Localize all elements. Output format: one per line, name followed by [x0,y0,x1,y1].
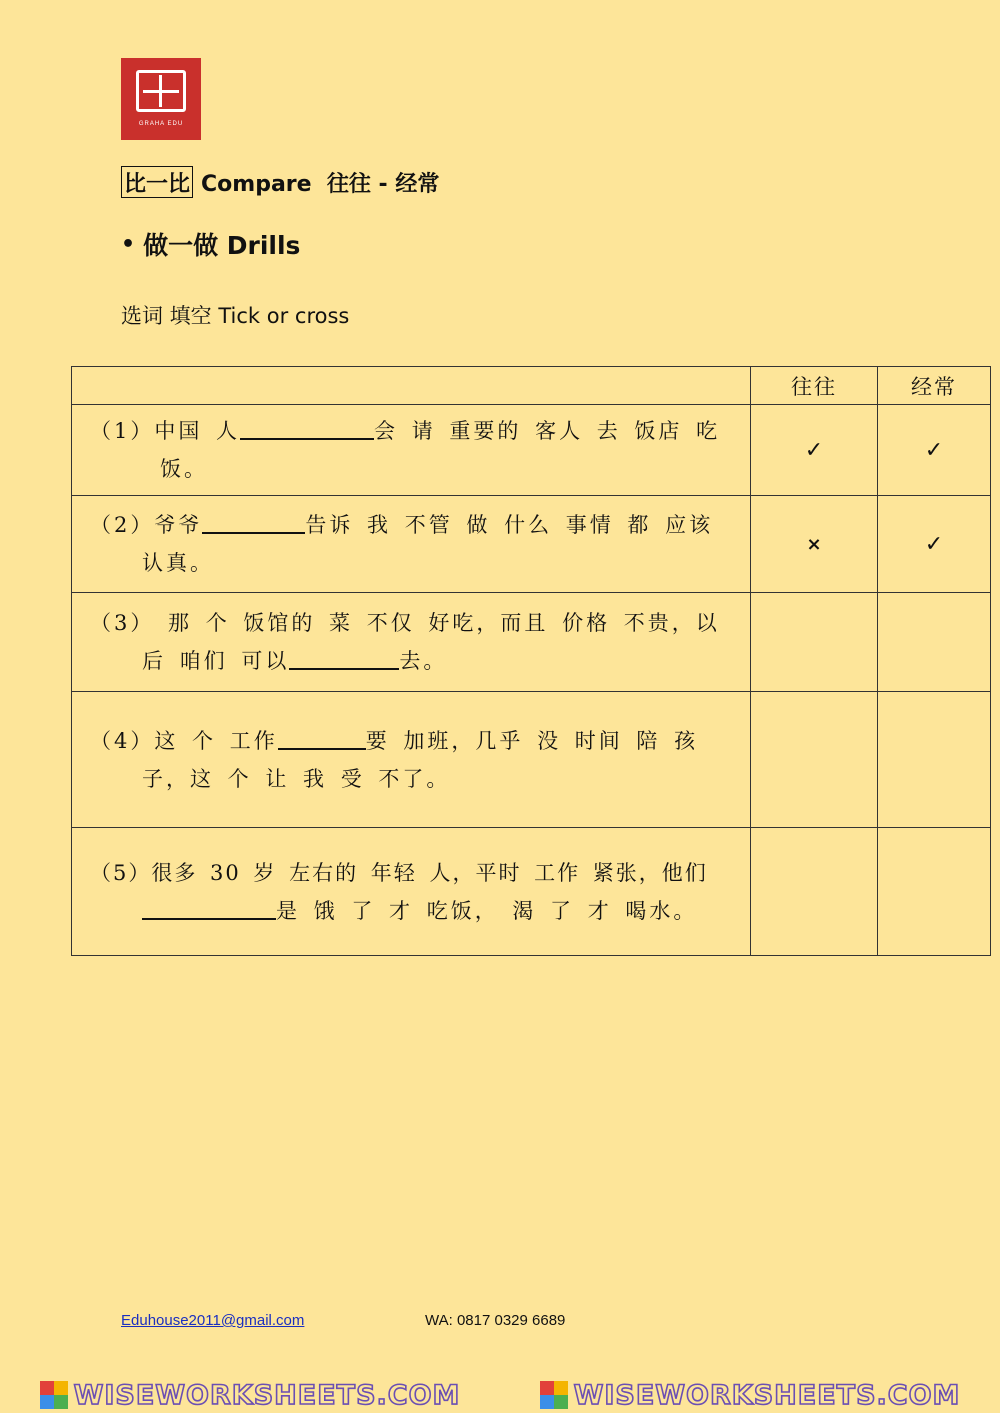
tick-cell[interactable]: ✓ [878,496,991,593]
email-link[interactable]: Eduhouse2011@gmail.com [121,1312,305,1329]
answer-blank[interactable] [142,896,276,920]
question-text: 后 咱们 可以 [142,649,290,673]
column-header-jingchang: 经常 [878,367,991,405]
question-cell [72,405,751,496]
page-title [121,162,439,202]
question-text: （4）这 个 工作 [90,728,278,753]
watermark-text: WISEWORKSHEETS.COM [573,1379,961,1411]
table-row [72,593,991,692]
table-header-row [72,367,991,405]
cross-cell[interactable]: × [751,496,878,593]
logo-text: GRAHA EDU [138,121,184,127]
column-header-wangwang: 往往 [751,367,878,405]
question-text: 是 饿 了 才 吃饭， 渴 了 才 喝水。 [276,898,698,923]
question-cell [72,692,751,828]
question-text: 认真。 [142,551,214,575]
question-cell [72,593,751,692]
question-text: 要 加班，几乎 没 时间 陪 孩 [365,728,699,753]
instruction-text: 选词 填空 Tick or cross [121,304,350,328]
table-header-blank [72,367,751,405]
question-text: （3） 那 个 饭馆的 菜 不仅 好吃，而且 价格 不贵，以 [90,611,720,635]
title-boxed-label: 比一比 [121,166,193,198]
title-text: Compare 往往 - 经常 [201,171,440,197]
tick-cell[interactable]: ✓ [878,405,991,496]
answer-blank[interactable] [202,510,305,534]
table-row [72,496,991,593]
question-text: 会 请 重要的 客人 去 饭店 吃 [374,419,721,443]
tick-cell[interactable] [878,692,991,828]
table-row [72,828,991,956]
tick-cell[interactable] [878,828,991,956]
watermark-item [540,1380,961,1411]
tick-cell[interactable] [878,593,991,692]
wiseworksheets-logo-icon [40,1381,68,1409]
logo [121,58,201,140]
question-text: （5）很多 30 岁 左右的 年轻 人，平时 工作 紧张，他们 [90,860,708,885]
question-text: 告诉 我 不管 做 什么 事情 都 应该 [305,513,714,537]
question-text: （2）爷爷 [90,513,203,537]
answer-blank[interactable] [278,726,366,750]
question-text: 去。 [399,649,448,673]
section-heading-text: 做一做 Drills [143,231,301,260]
question-cell [72,828,751,956]
watermark-text: WISEWORKSHEETS.COM [73,1379,461,1411]
answer-blank[interactable] [289,646,399,670]
tick-cell[interactable] [751,593,878,692]
watermark-item [40,1380,461,1411]
question-cell [72,496,751,593]
question-text: 子，这 个 让 我 受 不了。 [142,766,451,791]
drill-table [71,366,991,956]
question-text: （1）中国 人 [90,419,241,443]
table-row [72,405,991,496]
section-heading [121,226,300,262]
bullet-icon: • [121,231,136,257]
table-row [72,692,991,828]
question-text: 饭。 [160,457,208,481]
tick-cell[interactable]: ✓ [751,405,878,496]
wiseworksheets-logo-icon [540,1381,568,1409]
logo-seal-icon [136,70,186,112]
tick-cell[interactable] [751,692,878,828]
whatsapp-number: WA: 0817 0329 6689 [425,1312,566,1329]
answer-blank[interactable] [240,416,374,440]
watermark-banner [0,1377,1000,1413]
tick-cell[interactable] [751,828,878,956]
